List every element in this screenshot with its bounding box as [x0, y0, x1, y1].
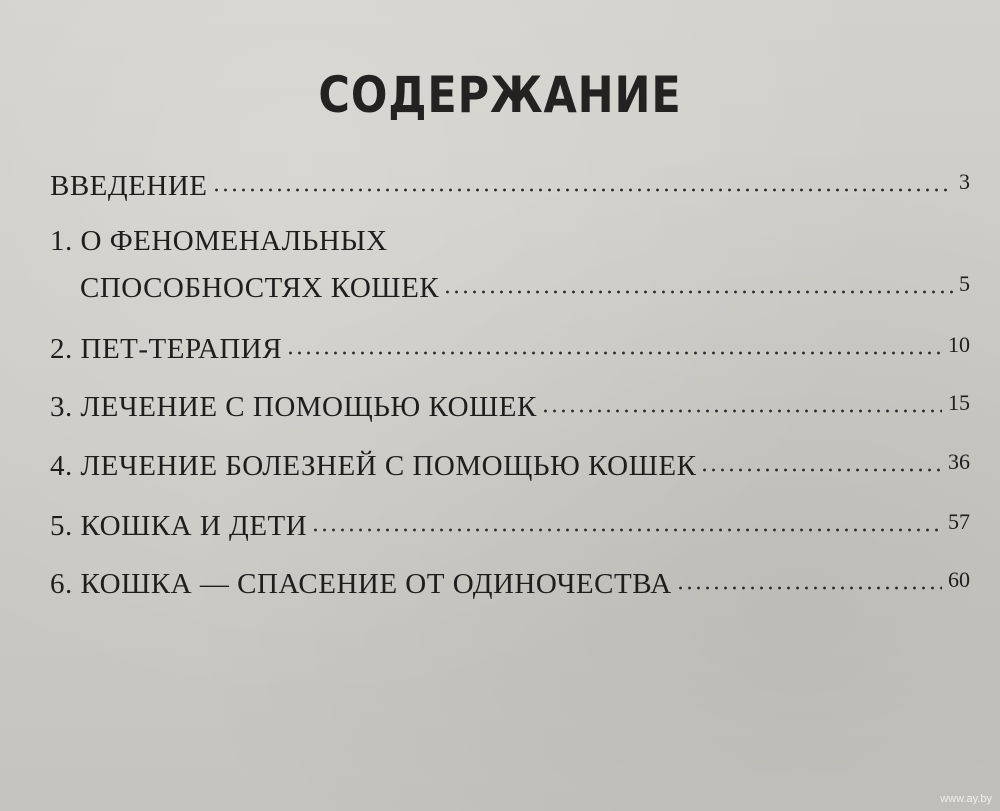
dot-leader: [286, 351, 942, 355]
toc-entry-label: 4. ЛЕЧЕНИЕ БОЛЕЗНЕЙ С ПОМОЩЬЮ КОШЕК: [50, 450, 697, 482]
toc-entry-5: [50, 510, 970, 543]
toc-entry-page-number: 15: [948, 390, 970, 415]
dot-leader: [676, 586, 942, 590]
toc-entry-label: 2. ПЕТ-ТЕРАПИЯ: [50, 333, 283, 365]
toc-entry-label: 3. ЛЕЧЕНИЕ С ПОМОЩЬЮ КОШЕК: [50, 391, 537, 423]
site-watermark: www.ay.by: [940, 793, 992, 805]
toc-entry-3: [50, 391, 970, 424]
dot-leader: [212, 188, 954, 192]
toc-entry-1: [80, 272, 970, 305]
toc-entry-label: 6. КОШКА — СПАСЕНИЕ ОТ ОДИНОЧЕСТВА: [50, 568, 672, 600]
toc-entry-page-number: 60: [948, 567, 970, 592]
toc-entry-page-number: 57: [948, 509, 970, 534]
toc-entry-page-number: 5: [959, 271, 970, 296]
toc-entry-1-line1: 1. О ФЕНОМЕНАЛЬНЫХ: [50, 225, 388, 257]
dot-leader: [541, 409, 942, 413]
toc-entry-label: СПОСОБНОСТЯХ КОШЕК: [80, 272, 440, 304]
dot-leader: [443, 290, 953, 294]
toc-entry-introduction: [50, 170, 970, 203]
toc-entry-label: ВВЕДЕНИЕ: [50, 170, 208, 202]
toc-entry-6: [50, 568, 970, 601]
page-title: СОДЕРЖАНИЕ: [318, 66, 682, 124]
toc-entry-label: 5. КОШКА И ДЕТИ: [50, 510, 308, 542]
toc-entry-page-number: 10: [948, 332, 970, 357]
toc-entry-2: [50, 333, 970, 366]
toc-entry-page-number: 36: [948, 449, 970, 474]
toc-entry-4: [50, 450, 970, 483]
toc-entry-page-number: 3: [959, 169, 970, 194]
dot-leader: [311, 528, 942, 532]
dot-leader: [700, 468, 942, 472]
